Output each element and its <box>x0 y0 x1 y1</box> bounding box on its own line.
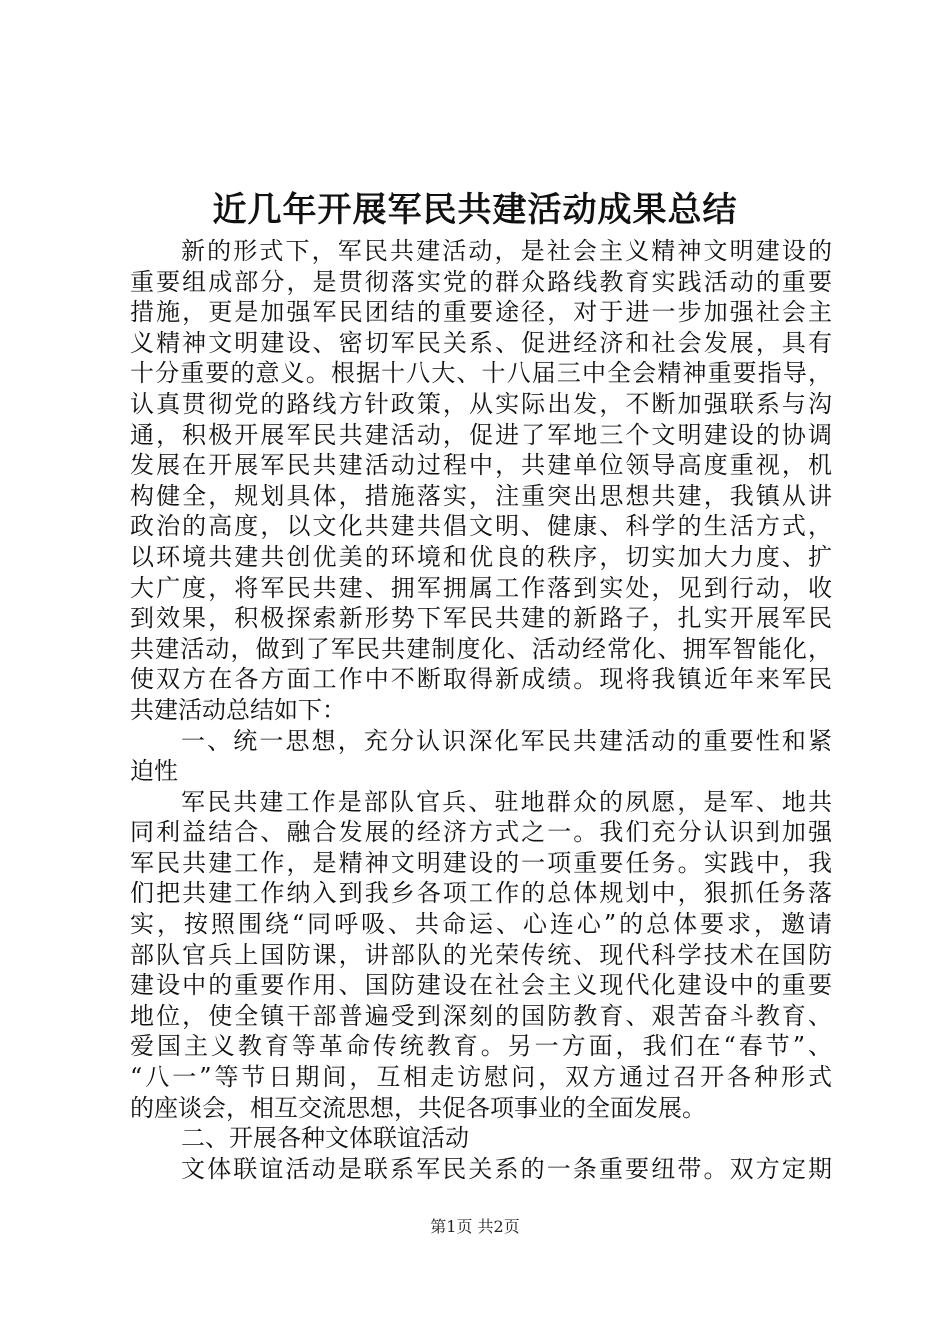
body-line: “八一”等节日期间，互相走访慰问，双方通过召开各种形式 <box>130 1063 832 1092</box>
body-line: 建设中的重要作用、国防建设在社会主义现代化建设中的重要 <box>130 971 832 1000</box>
body-line: 大广度，将军民共建、拥军拥属工作落到实处，见到行动，收 <box>130 573 832 602</box>
body-line: 同利益结合、融合发展的经济方式之一。我们充分认识到加强 <box>130 818 832 847</box>
body-line: 共建活动总结如下： <box>130 695 346 724</box>
body-line: 实，按照围绕“同呼吸、共命运、心连心”的总体要求，邀请 <box>130 910 832 939</box>
body-line: 以环境共建共创优美的环境和优良的秩序，切实加大力度、扩 <box>130 542 832 571</box>
body-line: 的座谈会，相互交流思想，共促各项事业的全面发展。 <box>130 1093 706 1122</box>
body-line: 构健全，规划具体，措施落实，注重突出思想共建，我镇从讲 <box>130 481 832 510</box>
body-line: 军民共建工作是部队官兵、驻地群众的夙愿，是军、地共 <box>181 787 832 816</box>
body-line: 军民共建工作，是精神文明建设的一项重要任务。实践中，我 <box>130 848 832 877</box>
body-line: 十分重要的意义。根据十八大、十八届三中全会精神重要指导， <box>130 359 832 388</box>
document-body <box>130 236 832 1184</box>
body-line: 二、开展各种文体联谊活动 <box>181 1124 469 1153</box>
body-line: 措施，更是加强军民团结的重要途径，对于进一步加强社会主 <box>130 298 832 327</box>
body-line: 新的形式下，军民共建活动，是社会主义精神文明建设的 <box>181 237 832 265</box>
body-line: 义精神文明建设、密切军民关系、促进经济和社会发展，具有 <box>130 328 832 357</box>
body-line: 政治的高度，以文化共建共倡文明、健康、科学的生活方式， <box>130 512 832 541</box>
body-line: 一、统一思想，充分认识深化军民共建活动的重要性和紧 <box>181 726 832 755</box>
document-title: 近几年开展军民共建活动成果总结 <box>212 190 738 230</box>
body-line: 到效果，积极探索新形势下军民共建的新路子，扎实开展军民 <box>130 604 832 633</box>
body-line: 迫性 <box>130 757 178 786</box>
body-line: 部队官兵上国防课，讲部队的光荣传统、现代科学技术在国防 <box>130 940 832 969</box>
body-line: 爱国主义教育等革命传统教育。另一方面，我们在“春节”、 <box>130 1032 832 1061</box>
body-line: 重要组成部分，是贯彻落实党的群众路线教育实践活动的重要 <box>130 267 832 296</box>
body-line: 发展在开展军民共建活动过程中，共建单位领导高度重视，机 <box>130 451 832 480</box>
page-footer: 第1页 共2页 <box>430 1217 520 1236</box>
body-line: 们把共建工作纳入到我乡各项工作的总体规划中，狠抓任务落 <box>130 879 832 908</box>
body-line: 文体联谊活动是联系军民关系的一条重要纽带。双方定期 <box>181 1154 832 1183</box>
body-line: 使双方在各方面工作中不断取得新成绩。现将我镇近年来军民 <box>130 665 832 694</box>
body-line: 共建活动，做到了军民共建制度化、活动经常化、拥军智能化， <box>130 634 832 663</box>
body-line: 通，积极开展军民共建活动，促进了军地三个文明建设的协调 <box>130 420 832 449</box>
body-line: 地位，使全镇干部普遍受到深刻的国防教育、艰苦奋斗教育、 <box>130 1001 832 1030</box>
body-line: 认真贯彻党的路线方针政策，从实际出发，不断加强联系与沟 <box>130 389 832 418</box>
